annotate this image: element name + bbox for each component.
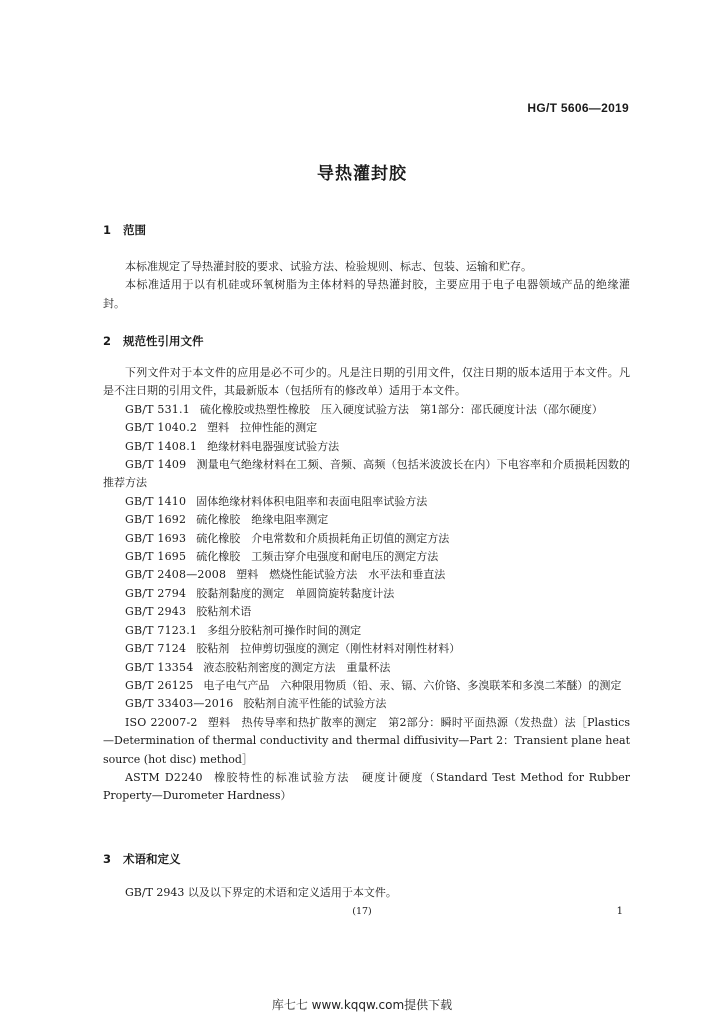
reference-title: 硫化橡胶或热塑性橡胶 压入硬度试验方法 第1部分：邵氏硬度计法（邵尔硬度） <box>199 402 603 416</box>
reference-item <box>103 640 630 658</box>
section-1-heading <box>103 222 146 238</box>
reference-title: 胶黏剂黏度的测定 单圆筒旋转黏度计法 <box>196 586 395 600</box>
section-number: 2 <box>103 334 112 348</box>
reference-item <box>103 677 630 695</box>
reference-item <box>103 438 630 456</box>
reference-list <box>103 401 630 806</box>
reference-code: GB/T 1409 <box>125 458 187 472</box>
reference-title: 橡胶特性的标准试验方法 硬度计硬度（Standard Test Method for Rubber Property—Durometer Hardness） <box>103 770 631 803</box>
section-title: 术语和定义 <box>123 852 181 866</box>
reference-title: 多组分胶粘剂可操作时间的测定 <box>207 623 362 637</box>
reference-title: 塑料 拉伸性能的测定 <box>207 421 318 435</box>
section-title: 规范性引用文件 <box>123 334 204 348</box>
section-1-body <box>103 258 630 313</box>
reference-code: GB/T 1408.1 <box>125 439 198 453</box>
reference-title: 硫化橡胶 工频击穿介电强度和耐电压的测定方法 <box>196 550 439 564</box>
reference-title: 硫化橡胶 介电常数和介质损耗角正切值的测定方法 <box>196 531 450 545</box>
reference-item <box>103 622 630 640</box>
reference-item <box>103 714 630 769</box>
reference-code: GB/T 26125 <box>125 678 194 692</box>
reference-code: GB/T 7123.1 <box>125 623 198 637</box>
reference-title: 绝缘材料电器强度试验方法 <box>207 439 340 453</box>
reference-title: 液态胶粘剂密度的测定方法 重量杯法 <box>203 660 391 674</box>
reference-item <box>103 401 630 419</box>
section-number: 3 <box>103 852 112 866</box>
paragraph: 本标准适用于以有机硅或环氧树脂为主体材料的导热灌封胶，主要应用于电子电器领域产品的绝缘灌封。 <box>103 278 630 310</box>
reference-code: GB/T 1695 <box>125 550 187 564</box>
paragraph: 下列文件对于本文件的应用是必不可少的。凡是注日期的引用文件，仅注日期的版本适用于本文件。凡是不注日期的引用文件，其最新版本（包括所有的修改单）适用于本文件。 <box>103 366 630 398</box>
section-2-body <box>103 364 630 806</box>
reference-item <box>103 769 630 806</box>
document-title: 导热灌封胶 <box>317 164 407 184</box>
reference-item <box>103 566 630 584</box>
reference-code: GB/T 2408—2008 <box>125 568 227 582</box>
section-3-heading <box>103 851 181 867</box>
reference-item <box>103 603 630 621</box>
reference-title: 胶粘剂自流平性能的试验方法 <box>243 697 387 711</box>
section-number: 1 <box>103 223 112 237</box>
reference-code: GB/T 1410 <box>125 494 187 508</box>
download-watermark: 库七七 www.kqqw.com提供下载 <box>271 998 453 1012</box>
reference-code: GB/T 1692 <box>125 513 187 527</box>
reference-item <box>103 493 630 511</box>
reference-title: 塑料 燃烧性能试验方法 水平法和垂直法 <box>236 568 446 582</box>
paragraph: GB/T 2943 以及以下界定的术语和定义适用于本文件。 <box>125 886 397 899</box>
standard-code: HG/T 5606—2019 <box>527 101 629 115</box>
reference-code: GB/T 531.1 <box>125 402 190 416</box>
reference-item <box>103 695 630 713</box>
reference-title: 塑料 热传导率和热扩散率的测定 第2部分：瞬时平面热源（发热盘）法［Plastics—Determination of thermal conductivity and thermal diffusivity—Part 2：Transient plane heat source (hot disc) method］ <box>103 715 630 766</box>
reference-item <box>103 530 630 548</box>
reference-code: GB/T 1040.2 <box>125 421 198 435</box>
section-3-body <box>103 884 630 902</box>
reference-code: GB/T 13354 <box>125 660 194 674</box>
reference-title: 胶粘剂 拉伸剪切强度的测定（刚性材料对刚性材料） <box>196 642 461 656</box>
reference-title: 测量电气绝缘材料在工频、音频、高频（包括米波波长在内）下电容率和介质损耗因数的推荐方法 <box>103 458 630 490</box>
reference-item <box>103 585 630 603</box>
reference-code: GB/T 33403—2016 <box>125 697 234 711</box>
reference-title: 固体绝缘材料体积电阻率和表面电阻率试验方法 <box>196 494 428 508</box>
reference-code: GB/T 1693 <box>125 531 187 545</box>
section-2-heading <box>103 333 204 349</box>
reference-item <box>103 548 630 566</box>
reference-code: ISO 22007-2 <box>125 715 198 729</box>
reference-code: GB/T 2943 <box>125 605 187 619</box>
paragraph: 本标准规定了导热灌封胶的要求、试验方法、检验规则、标志、包装、运输和贮存。 <box>125 260 532 273</box>
reference-item <box>103 511 630 529</box>
reference-item <box>103 659 630 677</box>
reference-item <box>103 456 630 493</box>
reference-title: 胶粘剂术语 <box>196 605 252 619</box>
reference-code: ASTM D2240 <box>125 770 203 784</box>
reference-item <box>103 419 630 437</box>
footer-page-mark: (17) <box>352 906 372 917</box>
reference-code: GB/T 7124 <box>125 642 187 656</box>
page-number: 1 <box>616 906 623 917</box>
reference-title: 电子电气产品 六种限用物质（铅、汞、镉、六价铬、多溴联苯和多溴二苯醚）的测定 <box>203 678 622 692</box>
reference-title: 硫化橡胶 绝缘电阻率测定 <box>196 513 329 527</box>
section-title: 范围 <box>123 223 146 237</box>
reference-code: GB/T 2794 <box>125 586 187 600</box>
